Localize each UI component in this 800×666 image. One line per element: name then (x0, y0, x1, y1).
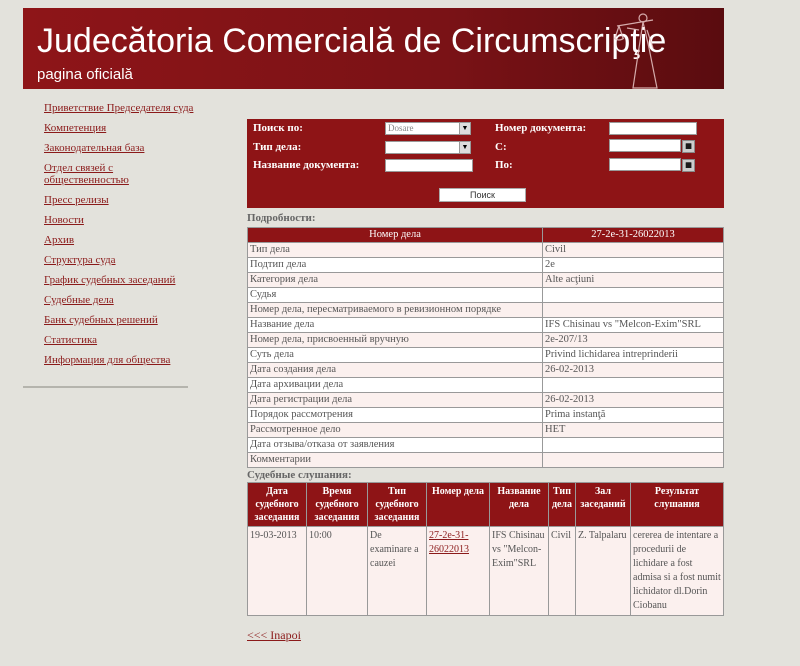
col-date: Дата судебного заседания (248, 483, 307, 527)
sidebar-item-public-relations[interactable]: Отдел связей с общественностью (44, 162, 129, 186)
detail-value: Prima instanţă (543, 408, 724, 423)
table-row (248, 243, 724, 258)
table-row (248, 288, 724, 303)
case-type-select[interactable] (385, 141, 471, 154)
lady-justice-icon (613, 8, 673, 89)
hearing-type: De examinare a cauzei (368, 527, 427, 616)
details-header-label: Номер дела (248, 228, 543, 243)
table-row (248, 408, 724, 423)
table-row (248, 363, 724, 378)
case-type-label: Тип дела: (253, 141, 302, 153)
detail-value: Civil (543, 243, 724, 258)
detail-value (543, 303, 724, 318)
detail-value: 2e (543, 258, 724, 273)
col-room: Зал заседаний (576, 483, 631, 527)
col-type: Тип судебного заседания (368, 483, 427, 527)
back-link[interactable]: <<< Inapoi (247, 628, 301, 642)
search-by-select[interactable] (385, 122, 471, 135)
search-button[interactable]: Поиск (439, 188, 526, 202)
detail-value: 2e-207/13 (543, 333, 724, 348)
table-row (248, 348, 724, 363)
calendar-icon[interactable]: ▦ (682, 140, 695, 153)
case-number-link[interactable]: 27-2e-31-26022013 (429, 530, 469, 555)
detail-value: 26-02-2013 (543, 393, 724, 408)
detail-value (543, 378, 724, 393)
doc-name-label: Название документа: (253, 159, 360, 171)
hearings-title: Судебные слушания: (247, 469, 352, 481)
detail-label: Рассмотренное дело (248, 423, 543, 438)
sidebar-item-competence[interactable]: Компетенция (44, 122, 107, 134)
sidebar-item-structure[interactable]: Структура суда (44, 254, 116, 266)
col-time: Время судебного заседания (307, 483, 368, 527)
sidebar-item-greeting[interactable]: Приветствие Председателя суда (44, 102, 194, 114)
hearings-table (247, 482, 724, 616)
doc-name-input[interactable] (385, 159, 473, 172)
detail-value: IFS Chisinau vs "Melcon-Exim"SRL (543, 318, 724, 333)
hearing-result: cererea de intentare a procedurii de lichidare a fost admisa si a fost numit lichidator dl.Dorin Ciobanu (631, 527, 724, 616)
sidebar-item-press[interactable]: Пресс релизы (44, 194, 109, 206)
sidebar-item-legislation[interactable]: Законодательная база (44, 142, 145, 154)
table-row (248, 378, 724, 393)
chevron-down-icon: ▼ (459, 123, 470, 134)
detail-label: Дата отзыва/отказа от заявления (248, 438, 543, 453)
detail-value (543, 438, 724, 453)
detail-label: Комментарии (248, 453, 543, 468)
details-header-value: 27-2e-31-26022013 (543, 228, 724, 243)
site-subtitle: pagina oficială (37, 66, 133, 83)
detail-label: Дата создания дела (248, 363, 543, 378)
hearings-header-row (248, 483, 724, 527)
hearing-room: Z. Talpalaru (576, 527, 631, 616)
hearing-time: 10:00 (307, 527, 368, 616)
detail-value: НЕТ (543, 423, 724, 438)
detail-label: Суть дела (248, 348, 543, 363)
table-row (248, 273, 724, 288)
col-result: Результат слушания (631, 483, 724, 527)
table-row (248, 438, 724, 453)
details-table (247, 227, 724, 468)
detail-label: Дата архивации дела (248, 378, 543, 393)
detail-value: Alte acţiuni (543, 273, 724, 288)
sidebar-item-archive[interactable]: Архив (44, 234, 75, 246)
col-case-name: Название дела (490, 483, 549, 527)
detail-label: Судья (248, 288, 543, 303)
table-row (248, 393, 724, 408)
table-row (248, 453, 724, 468)
col-case-type: Тип дела (549, 483, 576, 527)
sidebar-menu (44, 102, 194, 374)
detail-label: Номер дела, присвоенный вручную (248, 333, 543, 348)
detail-value (543, 288, 724, 303)
sidebar-item-statistics[interactable]: Статистика (44, 334, 98, 346)
search-by-value: Dosare (388, 123, 414, 133)
date-to-input[interactable] (609, 158, 681, 171)
details-title: Подробности: (247, 212, 316, 224)
sidebar-item-decisions[interactable]: Банк судебных решений (44, 314, 158, 326)
date-from-label: С: (495, 141, 507, 153)
doc-number-input[interactable] (609, 122, 697, 135)
hearing-case-number-cell (427, 527, 490, 616)
table-row (248, 423, 724, 438)
detail-value (543, 453, 724, 468)
sidebar-divider (23, 386, 188, 388)
hearing-case-type: Civil (549, 527, 576, 616)
col-case-number: Номер дела (427, 483, 490, 527)
sidebar-item-news[interactable]: Новости (44, 214, 84, 226)
detail-label: Название дела (248, 318, 543, 333)
hearing-date: 19-03-2013 (248, 527, 307, 616)
table-row (248, 258, 724, 273)
doc-number-label: Номер документа: (495, 122, 587, 134)
table-row (248, 303, 724, 318)
details-header-row (248, 228, 724, 243)
table-row (248, 318, 724, 333)
detail-value: Privind lichidarea intreprinderii (543, 348, 724, 363)
date-to-label: По: (495, 159, 513, 171)
sidebar-item-info[interactable]: Информация для общества (44, 354, 171, 366)
detail-label: Порядок рассмотрения (248, 408, 543, 423)
date-from-input[interactable] (609, 139, 681, 152)
hearing-case-name: IFS Chisinau vs "Melcon-Exim"SRL (490, 527, 549, 616)
detail-value: 26-02-2013 (543, 363, 724, 378)
site-title: Judecătoria Comercială de Circumscripţie (37, 22, 667, 60)
detail-label: Дата регистрации дела (248, 393, 543, 408)
search-by-label: Поиск по: (253, 122, 303, 134)
detail-label: Номер дела, пересматриваемого в ревизионном порядке (248, 303, 543, 318)
detail-label: Категория дела (248, 273, 543, 288)
table-row (248, 527, 724, 616)
calendar-icon[interactable]: ▦ (682, 159, 695, 172)
site-header (23, 8, 724, 89)
detail-label: Подтип дела (248, 258, 543, 273)
search-form (247, 119, 724, 208)
detail-label: Тип дела (248, 243, 543, 258)
table-row (248, 333, 724, 348)
sidebar-item-schedule[interactable]: График судебных заседаний (44, 274, 176, 286)
chevron-down-icon: ▼ (459, 142, 470, 153)
sidebar-item-cases[interactable]: Судебные дела (44, 294, 114, 306)
